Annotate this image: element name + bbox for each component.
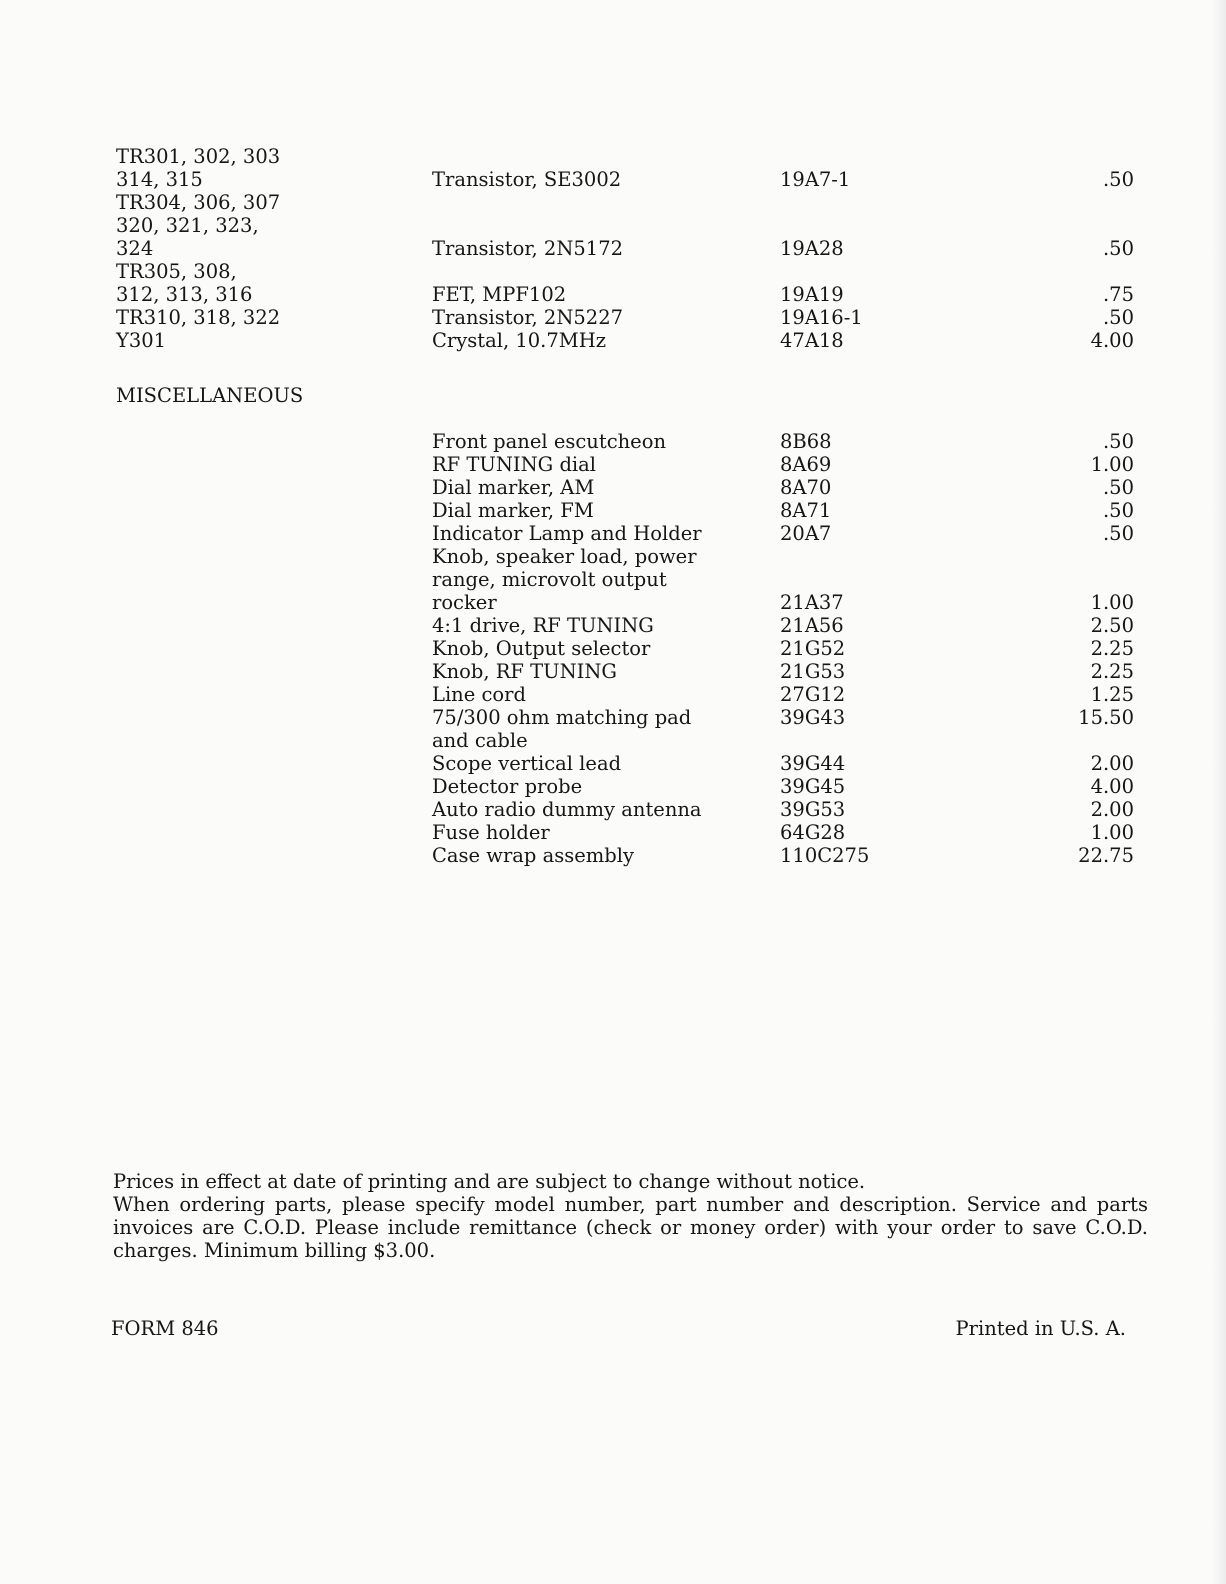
description-cell: 75/300 ohm matching pad bbox=[432, 706, 692, 729]
price-cell: 2.25 bbox=[1090, 637, 1134, 660]
part-number-cell: 8A71 bbox=[780, 499, 832, 522]
table-row bbox=[0, 499, 1226, 522]
description-cell: Knob, RF TUNING bbox=[432, 660, 618, 683]
part-number-cell: 20A7 bbox=[780, 522, 832, 545]
part-number-cell: 19A19 bbox=[780, 283, 844, 306]
table-row bbox=[0, 260, 1226, 283]
reference-cell: TR305, 308, bbox=[116, 260, 237, 283]
table-row bbox=[0, 706, 1226, 729]
price-cell: 2.00 bbox=[1090, 798, 1134, 821]
price-cell: .50 bbox=[1102, 430, 1134, 453]
table-row bbox=[0, 191, 1226, 214]
description-cell: Auto radio dummy antenna bbox=[432, 798, 702, 821]
table-row bbox=[0, 844, 1226, 867]
reference-cell: 324 bbox=[116, 237, 154, 260]
part-number-cell: 19A7-1 bbox=[780, 168, 851, 191]
price-cell: 1.00 bbox=[1090, 821, 1134, 844]
description-cell: Case wrap assembly bbox=[432, 844, 635, 867]
description-cell: FET, MPF102 bbox=[432, 283, 567, 306]
table-row bbox=[0, 545, 1226, 568]
price-cell: .50 bbox=[1102, 476, 1134, 499]
description-cell: RF TUNING dial bbox=[432, 453, 597, 476]
part-number-cell: 8A70 bbox=[780, 476, 832, 499]
reference-cell: TR310, 318, 322 bbox=[116, 306, 281, 329]
part-number-cell: 39G44 bbox=[780, 752, 846, 775]
table-row bbox=[0, 329, 1226, 352]
description-cell: 4:1 drive, RF TUNING bbox=[432, 614, 654, 637]
table-row bbox=[0, 283, 1226, 306]
reference-cell: 314, 315 bbox=[116, 168, 203, 191]
description-cell: Transistor, 2N5227 bbox=[432, 306, 624, 329]
table-row bbox=[0, 798, 1226, 821]
part-number-cell: 39G43 bbox=[780, 706, 846, 729]
ordering-instructions: When ordering parts, please specify model number, part number and description. Service and parts invoices are C.O.D. Please include remittance (check or money order) with your order to save C.O.D. charges. Minimum billing $3.00. bbox=[113, 1193, 1148, 1262]
price-notice-line: Prices in effect at date of printing and are subject to change without notice. bbox=[113, 1170, 866, 1193]
table-row bbox=[0, 637, 1226, 660]
part-number-cell: 21A56 bbox=[780, 614, 844, 637]
reference-cell: 312, 313, 316 bbox=[116, 283, 253, 306]
description-cell: Line cord bbox=[432, 683, 526, 706]
table-row bbox=[0, 591, 1226, 614]
price-cell: 2.50 bbox=[1090, 614, 1134, 637]
price-cell: 22.75 bbox=[1078, 844, 1134, 867]
table-row bbox=[0, 660, 1226, 683]
description-cell: Indicator Lamp and Holder bbox=[432, 522, 702, 545]
description-cell: range, microvolt output bbox=[432, 568, 667, 591]
description-cell: Knob, Output selector bbox=[432, 637, 651, 660]
price-cell: .75 bbox=[1102, 283, 1134, 306]
part-number-cell: 21G52 bbox=[780, 637, 846, 660]
part-number-cell: 39G45 bbox=[780, 775, 846, 798]
price-cell: 1.25 bbox=[1090, 683, 1134, 706]
part-number-cell: 8A69 bbox=[780, 453, 832, 476]
price-cell: 2.00 bbox=[1090, 752, 1134, 775]
part-number-cell: 64G28 bbox=[780, 821, 846, 844]
table-row bbox=[0, 476, 1226, 499]
misc-parts-table bbox=[0, 430, 1226, 867]
printed-in: Printed in U.S. A. bbox=[955, 1317, 1126, 1340]
description-cell: Dial marker, FM bbox=[432, 499, 594, 522]
price-cell: 1.00 bbox=[1090, 453, 1134, 476]
table-row bbox=[0, 614, 1226, 637]
price-cell: .50 bbox=[1102, 522, 1134, 545]
part-number-cell: 19A16-1 bbox=[780, 306, 863, 329]
description-cell: rocker bbox=[432, 591, 497, 614]
table-row bbox=[0, 522, 1226, 545]
description-cell: Fuse holder bbox=[432, 821, 550, 844]
description-cell: Detector probe bbox=[432, 775, 583, 798]
description-cell: Scope vertical lead bbox=[432, 752, 622, 775]
reference-cell: Y301 bbox=[116, 329, 167, 352]
description-cell: Dial marker, AM bbox=[432, 476, 595, 499]
part-number-cell: 19A28 bbox=[780, 237, 844, 260]
description-cell: Knob, speaker load, power bbox=[432, 545, 697, 568]
form-number: FORM 846 bbox=[111, 1317, 219, 1340]
table-row bbox=[0, 145, 1226, 168]
description-cell: Transistor, 2N5172 bbox=[432, 237, 624, 260]
price-cell: 15.50 bbox=[1078, 706, 1134, 729]
table-row bbox=[0, 568, 1226, 591]
price-cell: 2.25 bbox=[1090, 660, 1134, 683]
table-row bbox=[0, 453, 1226, 476]
reference-cell: 320, 321, 323, bbox=[116, 214, 259, 237]
part-number-cell: 8B68 bbox=[780, 430, 832, 453]
price-cell: .50 bbox=[1102, 168, 1134, 191]
price-cell: .50 bbox=[1102, 237, 1134, 260]
price-cell: 1.00 bbox=[1090, 591, 1134, 614]
price-cell: 4.00 bbox=[1090, 775, 1134, 798]
price-cell: 4.00 bbox=[1090, 329, 1134, 352]
transistor-parts-table bbox=[0, 145, 1226, 352]
table-row bbox=[0, 821, 1226, 844]
table-row bbox=[0, 775, 1226, 798]
misc-section-heading: MISCELLANEOUS bbox=[116, 384, 304, 407]
description-cell: Transistor, SE3002 bbox=[432, 168, 622, 191]
table-row bbox=[0, 729, 1226, 752]
ordering-notice bbox=[113, 1170, 1148, 1262]
description-cell: and cable bbox=[432, 729, 528, 752]
part-number-cell: 27G12 bbox=[780, 683, 846, 706]
table-row bbox=[0, 237, 1226, 260]
part-number-cell: 39G53 bbox=[780, 798, 846, 821]
table-row bbox=[0, 306, 1226, 329]
part-number-cell: 21A37 bbox=[780, 591, 844, 614]
price-cell: .50 bbox=[1102, 499, 1134, 522]
part-number-cell: 110C275 bbox=[780, 844, 870, 867]
reference-cell: TR301, 302, 303 bbox=[116, 145, 281, 168]
description-cell: Front panel escutcheon bbox=[432, 430, 667, 453]
description-cell: Crystal, 10.7MHz bbox=[432, 329, 607, 352]
table-row bbox=[0, 168, 1226, 191]
table-row bbox=[0, 430, 1226, 453]
table-row bbox=[0, 683, 1226, 706]
reference-cell: TR304, 306, 307 bbox=[116, 191, 281, 214]
part-number-cell: 47A18 bbox=[780, 329, 844, 352]
price-cell: .50 bbox=[1102, 306, 1134, 329]
part-number-cell: 21G53 bbox=[780, 660, 846, 683]
table-row bbox=[0, 752, 1226, 775]
table-row bbox=[0, 214, 1226, 237]
